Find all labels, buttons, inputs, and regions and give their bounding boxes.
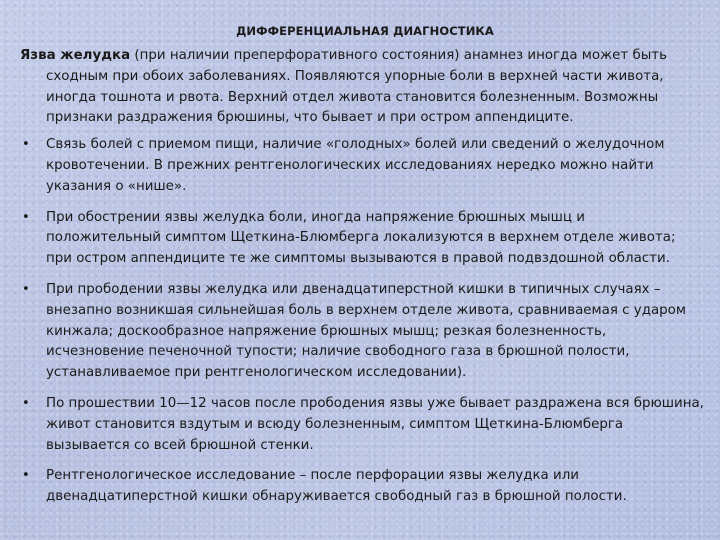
list-item-text: По прошествии 10—12 часов после прободения язвы уже бывает раздражена вся брюшина, живот становится вздутым и всюду болезненным, симптом Щеткина-Блюмберга вызывается со всей брюшной стенки. [46,395,704,453]
list-item-text: При прободении язвы желудка или двенадцатиперстной кишки в типичных случаях –внезапно возникшая сильнейшая боль в верхнем отделе живота, сравниваемая с ударом кинжала; доскообразное напряжение брюшных мышц; резкая болезненность, исчезновение печеночной тупости; наличие свободного газа в брюшной полости, устанавливаемое при рентгенологическом исследовании). [46,281,686,381]
bullet-icon: • [22,137,30,153]
bullet-icon: • [22,209,30,225]
list-item [20,394,704,456]
list-item [20,466,704,508]
bullet-list [20,135,704,508]
list-item-text: Рентгенологическое исследование – после перфорации язвы желудка или двенадцатиперстной кишки обнаруживается свободный газ в брюшной полости. [46,468,627,505]
intro-paragraph [20,46,704,129]
list-item [20,135,704,197]
intro-first-line [20,46,704,67]
list-item-text: При обострении язвы желудка боли, иногда напряжение брюшных мышц и положительный симптом Щеткина-Блюмберга локализуются в верхнем отделе живота; при остром аппендиците те же симптомы вызываются в правой подвздошной области. [46,209,676,267]
bullet-icon: • [22,395,30,411]
list-item [20,280,704,384]
bullet-icon: • [22,281,30,297]
intro-heading: Язва желудка [20,48,131,63]
intro-rest: сходным при обоих заболеваниях. Появляются упорные боли в верхней части живота, иногда тошнота и рвота. Верхний отдел живота становится болезненным. Возможны признаки раздражения брюшины, что бывает и при остром аппендиците. [46,68,664,126]
bullet-icon: • [22,468,30,484]
list-item-text: Связь болей с приемом пищи, наличие «голодных» болей или сведений о желудочном кровотечении. В прежних рентгенологических исследованиях нередко можно найти указания о «нише». [46,137,665,194]
intro-line1: (при наличии преперфоративного состояния) анамнез иногда может быть [130,48,667,63]
page-title: ДИФФЕРЕНЦИАЛЬНАЯ ДИАГНОСТИКА [236,24,494,38]
list-item [20,208,704,270]
